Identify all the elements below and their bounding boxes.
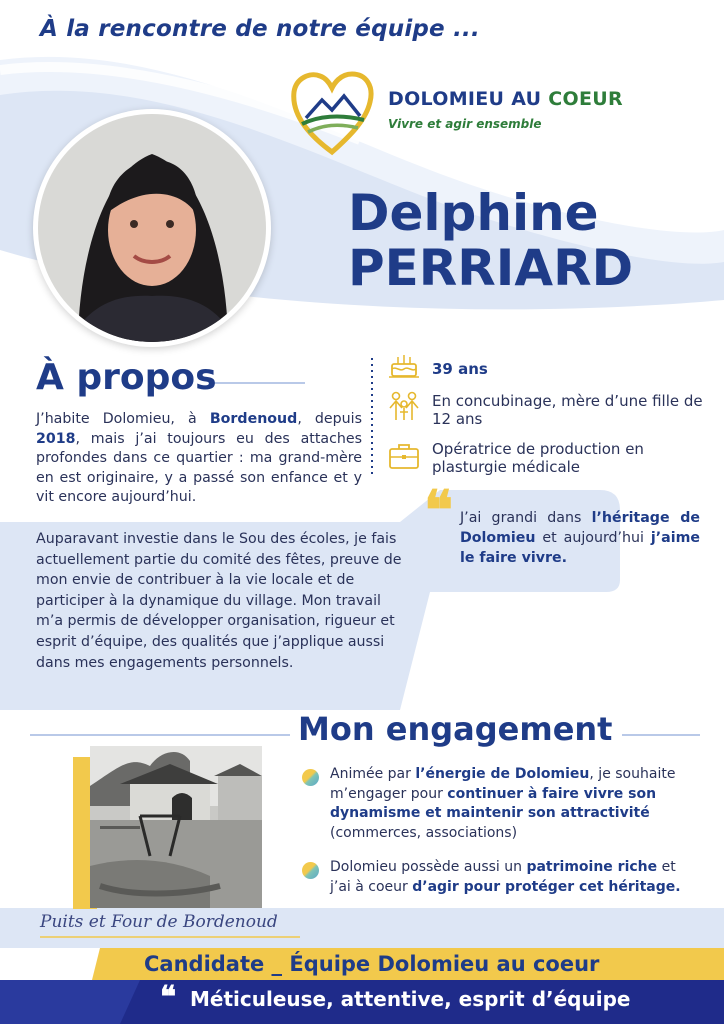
engagement-item-1: Animée par l’énergie de Dolomieu, je souhaite m’engager pour continuer à faire vivre son dynamisme et maintenir son attractivité (commerces, associations) [330, 766, 676, 841]
footer-qualities-line: Méticuleuse, attentive, esprit d’équipe [190, 987, 631, 1011]
fact-job: Opératrice de production en plasturgie médicale [432, 440, 644, 476]
quote-mark-icon: ❝ [424, 478, 454, 542]
page-header-title: À la rencontre de notre équipe ... [40, 16, 480, 42]
footer-quote-mark-icon: ❝ [160, 980, 177, 1015]
portrait-photo [33, 109, 271, 347]
family-icon [386, 388, 422, 424]
bullet-icon [302, 769, 319, 786]
briefcase-icon [386, 438, 422, 474]
logo-brand-accent: COEUR [548, 88, 623, 110]
heart-logo-icon [288, 66, 376, 158]
background-paragraph: Auparavant investie dans le Sou des écoles, je fais actuellement partie du comité des fêtes, preuve de mon envie de contribuer à la vie locale et de participer à la dynamique du village. Mon travail m’a permis de développer organisation, rigueur et esprit d’équipe, des qualités que j’applique aussi dans mes engagements personnels. [36, 531, 402, 671]
apropos-paragraph: J’habite Dolomieu, à Bordenoud, depuis 2018, mais j’ai toujours eu des attaches profondes dans ce quartier : ma grand-mère en est originaire, y a passé son enfance et y vit encore aujourd’hui. [36, 411, 362, 505]
birthday-cake-icon [386, 346, 422, 382]
logo [288, 66, 376, 158]
logo-tagline: Vivre et agir ensemble [388, 117, 542, 131]
well-and-oven-image [90, 746, 262, 908]
fact-family: En concubinage, mère d’une fille de 12 ans [432, 392, 703, 428]
heritage-photo [90, 746, 262, 908]
footer-candidate-line: Candidate _ Équipe Dolomieu au coeur [144, 952, 600, 976]
apropos-heading: À propos [36, 357, 217, 398]
photo-caption: Puits et Four de Bordenoud [40, 912, 278, 932]
logo-brand-name: DOLOMIEU AU COEUR [388, 88, 623, 110]
person-first-name: Delphine [348, 184, 599, 242]
engagement-item-2: Dolomieu possède aussi un patrimoine riche et j’ai à coeur d’agir pour protéger cet héritage. [330, 859, 681, 895]
portrait-image [38, 114, 266, 342]
bullet-icon [302, 862, 319, 879]
fact-age: 39 ans [432, 360, 488, 378]
quote-text: J’ai grandi dans l’héritage de Dolomieu et aujourd’hui j’aime le faire vivre. [460, 510, 701, 566]
engagement-heading: Mon engagement [298, 710, 613, 748]
person-last-name: PERRIARD [348, 239, 634, 297]
